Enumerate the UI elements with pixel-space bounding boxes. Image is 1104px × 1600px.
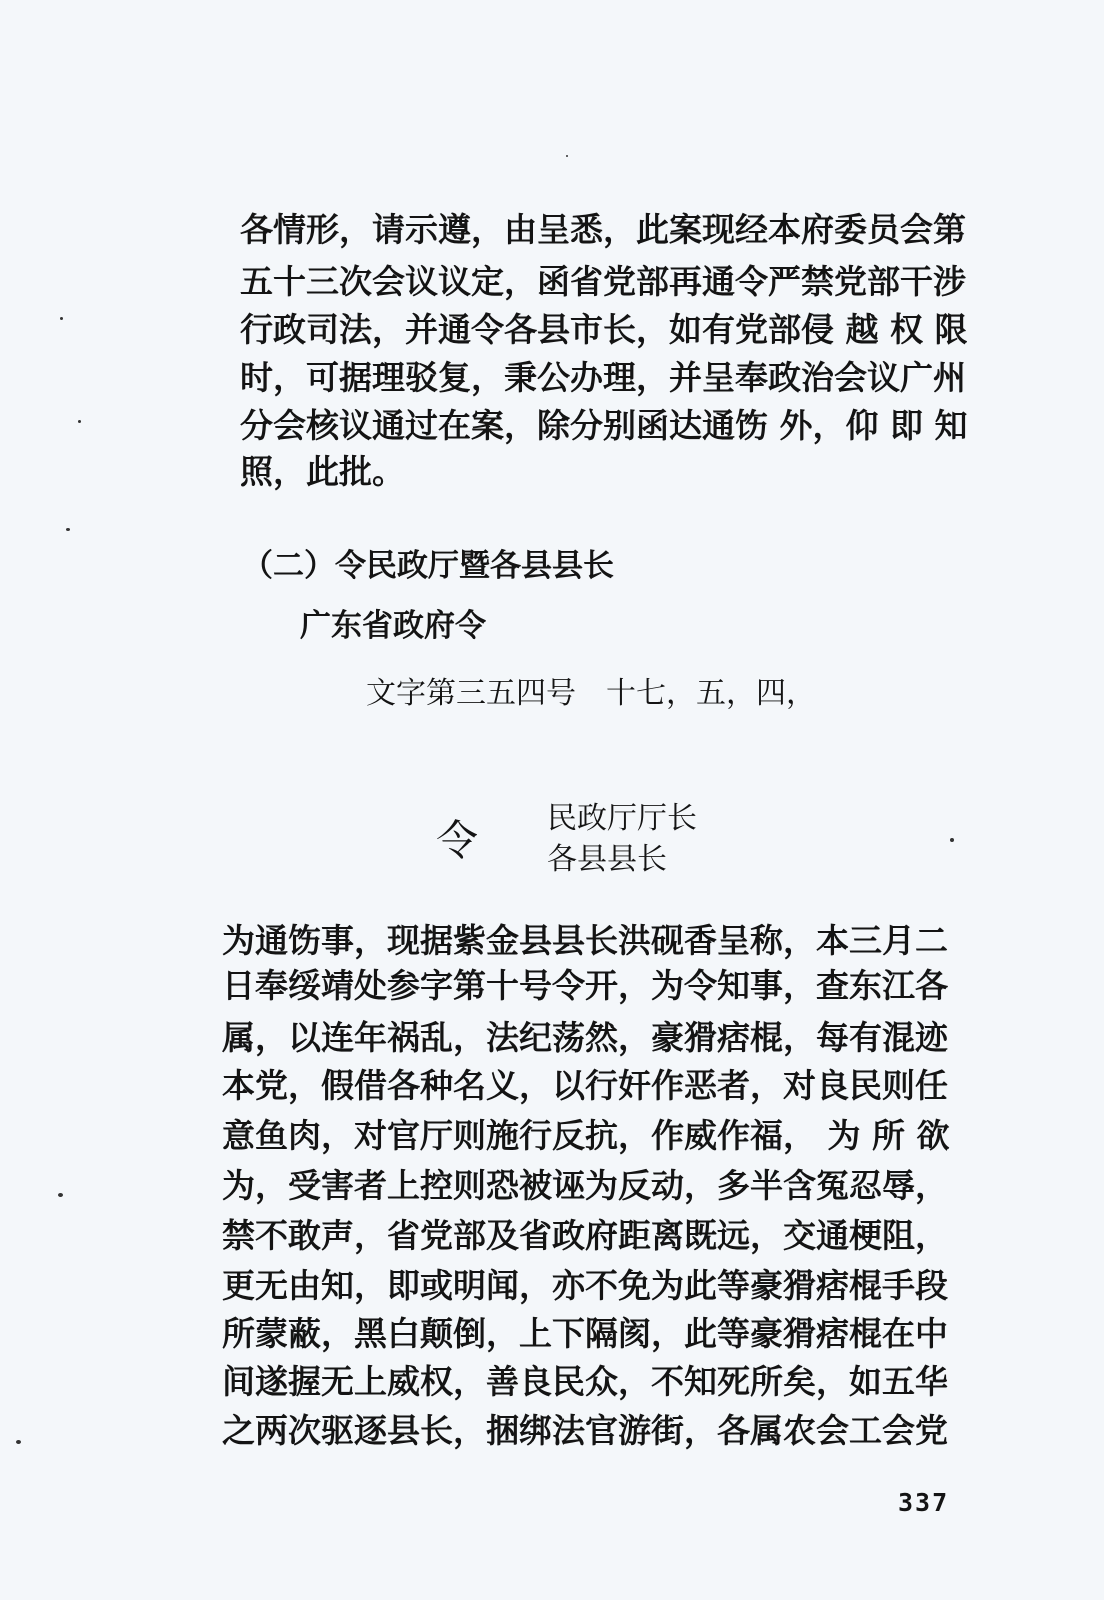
paragraph-2-line: 意鱼肉，对官厅则施行反抗，作威作福， 为 所 欲 [222,1116,950,1155]
document-number: 文字第三五四号 十七，五，四， [366,676,816,711]
paragraph-2-line: 为通饬事，现据紫金县县长洪砚香呈称，本三月二 [222,921,948,960]
paragraph-2-line: 为，受害者上控则恐被诬为反动，多半含冤忍辱， [222,1166,948,1205]
paragraph-1-line: 五十三次会议议定，函省党部再通令严禁党部干涉 [240,262,966,301]
scan-speck [66,528,70,531]
paragraph-1-line: 行政司法，并通令各县市长，如有党部侵 越 权 限 [240,310,968,349]
paragraph-2-line: 间遂握无上威权，善良民众，不知死所矣，如五华 [222,1362,948,1401]
scan-speck [950,838,954,842]
scan-speck [566,155,568,157]
order-label: 令 [436,816,479,865]
paragraph-2-line: 之两次驱逐县长，捆绑法官游街，各属农会工会党 [222,1411,948,1450]
section-heading: （二）令民政厅暨各县县长 [242,548,614,584]
paragraph-1-line: 照，此批。 [240,452,405,491]
scan-speck [58,1193,63,1197]
order-addressee: 各县县长 [547,842,667,877]
paragraph-2-line: 属，以连年祸乱，法纪荡然，豪猾痞棍，每有混迹 [222,1018,948,1057]
page-number: 337 [898,1488,950,1517]
paragraph-2-line: 禁不敢声，省党部及省政府距离既远，交通梗阻， [222,1216,948,1255]
paragraph-1-line: 时，可据理驳复，秉公办理，并呈奉政治会议广州 [240,358,966,397]
order-addressee: 民政厅厅长 [547,801,697,836]
paragraph-2-line: 本党，假借各种名义，以行奸作恶者，对良民则任 [222,1066,948,1105]
scan-speck [60,317,63,320]
scan-speck [16,1440,21,1444]
paragraph-2-line: 更无由知，即或明闻，亦不免为此等豪猾痞棍手段 [222,1266,948,1305]
scan-speck [78,420,81,423]
paragraph-1-line: 分会核议通过在案，除分别函达通饬 外，仰 即 知 [240,406,968,445]
paragraph-2-line: 日奉绥靖处参字第十号令开，为令知事，查东江各 [222,966,948,1005]
paragraph-2-line: 所蒙蔽，黑白颠倒，上下隔阂，此等豪猾痞棍在中 [222,1314,948,1353]
sub-heading: 广东省政府令 [300,608,486,644]
paragraph-1-line: 各情形，请示遵，由呈悉，此案现经本府委员会第 [240,210,966,249]
